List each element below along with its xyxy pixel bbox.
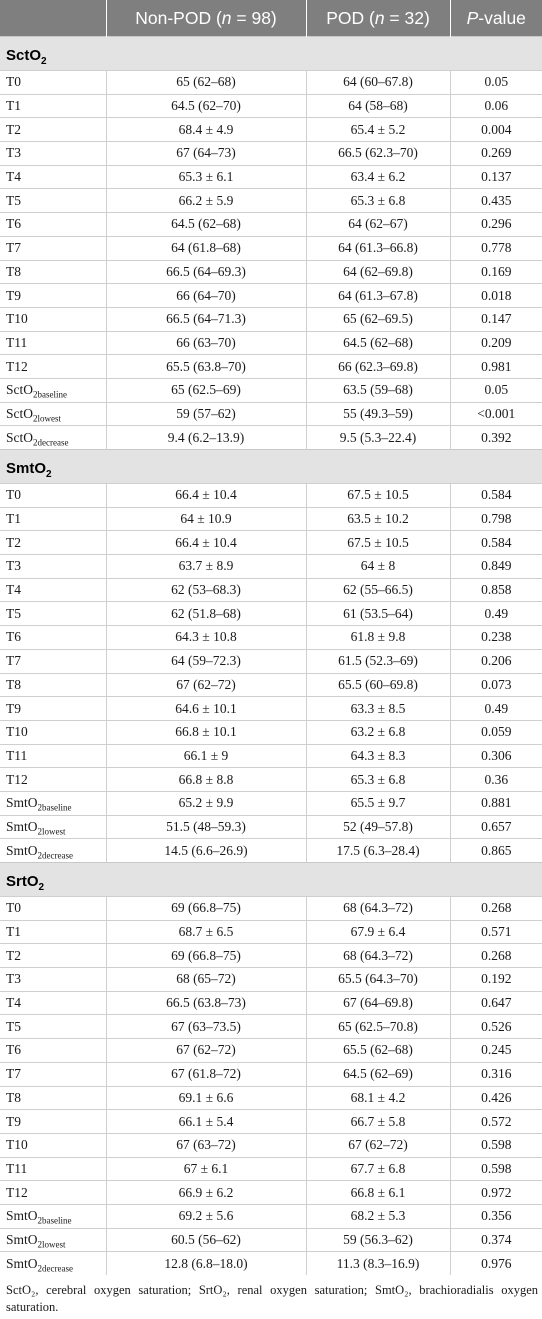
pod-value: 64 (58–68) (306, 94, 450, 118)
row-label: T3 (0, 142, 106, 166)
table-row (0, 744, 542, 768)
table-row (0, 71, 542, 95)
p-value: 0.306 (450, 744, 542, 768)
pod-value: 64.5 (62–69) (306, 1062, 450, 1086)
pod-value: 63.5 ± 10.2 (306, 507, 450, 531)
pod-value: 65 (62.5–70.8) (306, 1015, 450, 1039)
p-value: 0.356 (450, 1204, 542, 1228)
non-pod-value: 64 ± 10.9 (106, 507, 306, 531)
non-pod-value: 67 (63–72) (106, 1133, 306, 1157)
p-value: 0.976 (450, 1252, 542, 1275)
row-label: T2 (0, 118, 106, 142)
table-row (0, 1133, 542, 1157)
p-value: 0.268 (450, 944, 542, 968)
table-footnote: SctO₂, cerebral oxygen saturation; SrtO₂, renal oxygen saturation; SmtO₂, brachioradialis oxygen saturation. (6, 1283, 538, 1314)
table-row (0, 578, 542, 602)
non-pod-value: 68 (65–72) (106, 968, 306, 992)
row-label: SmtO$_{2decrease}$ (0, 1252, 106, 1275)
pod-value: 67.9 ± 6.4 (306, 920, 450, 944)
row-label: T1 (0, 920, 106, 944)
row-label: T9 (0, 284, 106, 308)
pod-value: 64 (60–67.8) (306, 71, 450, 95)
row-label: T12 (0, 768, 106, 792)
section-title: SctO$_2$ (0, 37, 542, 71)
table-row (0, 768, 542, 792)
non-pod-value: 62 (51.8–68) (106, 602, 306, 626)
non-pod-value: 68.4 ± 4.9 (106, 118, 306, 142)
non-pod-value: 65.3 ± 6.1 (106, 165, 306, 189)
table-row (0, 1181, 542, 1205)
row-label: T4 (0, 578, 106, 602)
p-value: 0.268 (450, 897, 542, 921)
p-value: 0.137 (450, 165, 542, 189)
p-value: 0.49 (450, 602, 542, 626)
row-label: T9 (0, 1110, 106, 1134)
table-row (0, 236, 542, 260)
pod-value: 52 (49–57.8) (306, 815, 450, 839)
non-pod-value: 64 (61.8–68) (106, 236, 306, 260)
pod-value: 62 (55–66.5) (306, 578, 450, 602)
p-value: 0.018 (450, 284, 542, 308)
pod-value: 61 (53.5–64) (306, 602, 450, 626)
p-value: 0.192 (450, 968, 542, 992)
table-row (0, 507, 542, 531)
pod-value: 64.5 (62–68) (306, 331, 450, 355)
table-header (0, 0, 542, 37)
header-p-value: P-value (450, 0, 542, 37)
p-value: 0.05 (450, 378, 542, 402)
pod-value: 65.3 ± 6.8 (306, 768, 450, 792)
table-row (0, 189, 542, 213)
pod-value: 65.5 (64.3–70) (306, 968, 450, 992)
p-value: 0.206 (450, 649, 542, 673)
p-value: 0.849 (450, 555, 542, 579)
row-label: T0 (0, 484, 106, 508)
non-pod-value: 14.5 (6.6–26.9) (106, 839, 306, 863)
row-label: T10 (0, 1133, 106, 1157)
p-value: 0.435 (450, 189, 542, 213)
table-row (0, 1015, 542, 1039)
row-label: T1 (0, 507, 106, 531)
p-value: 0.147 (450, 307, 542, 331)
row-label: T10 (0, 307, 106, 331)
row-label: T3 (0, 555, 106, 579)
table-row (0, 897, 542, 921)
p-value: <0.001 (450, 402, 542, 426)
row-label: SctO$_{2lowest}$ (0, 402, 106, 426)
pod-value: 65.5 (62–68) (306, 1039, 450, 1063)
row-label: SmtO$_{2lowest}$ (0, 1228, 106, 1252)
non-pod-value: 69.1 ± 6.6 (106, 1086, 306, 1110)
row-label: T11 (0, 331, 106, 355)
section-header-row (0, 863, 542, 897)
non-pod-value: 63.7 ± 8.9 (106, 555, 306, 579)
non-pod-value: 66.9 ± 6.2 (106, 1181, 306, 1205)
non-pod-value: 66.1 ± 5.4 (106, 1110, 306, 1134)
pod-value: 68 (64.3–72) (306, 944, 450, 968)
pod-value: 65.5 ± 9.7 (306, 791, 450, 815)
pod-value: 11.3 (8.3–16.9) (306, 1252, 450, 1275)
row-label: SmtO$_{2decrease}$ (0, 839, 106, 863)
p-value: 0.245 (450, 1039, 542, 1063)
row-label: T9 (0, 697, 106, 721)
non-pod-value: 64.3 ± 10.8 (106, 626, 306, 650)
pod-value: 68.2 ± 5.3 (306, 1204, 450, 1228)
row-label: T0 (0, 71, 106, 95)
non-pod-value: 69 (66.8–75) (106, 944, 306, 968)
non-pod-value: 59 (57–62) (106, 402, 306, 426)
p-value: 0.426 (450, 1086, 542, 1110)
table-row (0, 1157, 542, 1181)
section-header-row (0, 450, 542, 484)
pod-value: 65.4 ± 5.2 (306, 118, 450, 142)
non-pod-value: 66.8 ± 8.8 (106, 768, 306, 792)
row-label: SmtO$_{2baseline}$ (0, 1204, 106, 1228)
table-row (0, 142, 542, 166)
table-row (0, 920, 542, 944)
non-pod-value: 66 (63–70) (106, 331, 306, 355)
row-label: T8 (0, 1086, 106, 1110)
table-row (0, 331, 542, 355)
non-pod-value: 67 (64–73) (106, 142, 306, 166)
non-pod-value: 65.2 ± 9.9 (106, 791, 306, 815)
non-pod-value: 66.5 (64–71.3) (106, 307, 306, 331)
p-value: 0.06 (450, 94, 542, 118)
row-label: T7 (0, 1062, 106, 1086)
p-value: 0.657 (450, 815, 542, 839)
non-pod-value: 62 (53–68.3) (106, 578, 306, 602)
pod-value: 67 (64–69.8) (306, 991, 450, 1015)
p-value: 0.374 (450, 1228, 542, 1252)
table-row (0, 165, 542, 189)
non-pod-value: 66.5 (63.8–73) (106, 991, 306, 1015)
table-row (0, 815, 542, 839)
row-label: SctO$_{2decrease}$ (0, 426, 106, 450)
section-header-row (0, 37, 542, 71)
non-pod-value: 9.4 (6.2–13.9) (106, 426, 306, 450)
table-row (0, 791, 542, 815)
pod-value: 66.5 (62.3–70) (306, 142, 450, 166)
p-value: 0.36 (450, 768, 542, 792)
p-value: 0.858 (450, 578, 542, 602)
table-row (0, 1086, 542, 1110)
non-pod-value: 69.2 ± 5.6 (106, 1204, 306, 1228)
p-value: 0.059 (450, 720, 542, 744)
table-row (0, 260, 542, 284)
pod-value: 63.3 ± 8.5 (306, 697, 450, 721)
pod-value: 64 (62–69.8) (306, 260, 450, 284)
p-value: 0.169 (450, 260, 542, 284)
row-label: T3 (0, 968, 106, 992)
pod-value: 66 (62.3–69.8) (306, 355, 450, 379)
pod-value: 64 ± 8 (306, 555, 450, 579)
table-row (0, 484, 542, 508)
pod-value: 66.8 ± 6.1 (306, 1181, 450, 1205)
table-row (0, 531, 542, 555)
row-label: T11 (0, 744, 106, 768)
table-row (0, 355, 542, 379)
table-row (0, 118, 542, 142)
p-value: 0.798 (450, 507, 542, 531)
table-row (0, 1204, 542, 1228)
row-label: T6 (0, 1039, 106, 1063)
non-pod-value: 66.2 ± 5.9 (106, 189, 306, 213)
table-row (0, 284, 542, 308)
pod-value: 67.5 ± 10.5 (306, 484, 450, 508)
non-pod-value: 66 (64–70) (106, 284, 306, 308)
non-pod-value: 67 (62–72) (106, 673, 306, 697)
header-non-pod: Non-POD (n = 98) (106, 0, 306, 37)
p-value: 0.572 (450, 1110, 542, 1134)
non-pod-value: 64.5 (62–70) (106, 94, 306, 118)
p-value: 0.238 (450, 626, 542, 650)
non-pod-value: 66.4 ± 10.4 (106, 484, 306, 508)
p-value: 0.571 (450, 920, 542, 944)
row-label: T5 (0, 1015, 106, 1039)
row-label: SmtO$_{2baseline}$ (0, 791, 106, 815)
pod-value: 64 (62–67) (306, 213, 450, 237)
row-label: T4 (0, 165, 106, 189)
row-label: T2 (0, 944, 106, 968)
table-row (0, 213, 542, 237)
non-pod-value: 64.6 ± 10.1 (106, 697, 306, 721)
table-row (0, 1110, 542, 1134)
p-value: 0.972 (450, 1181, 542, 1205)
table-row (0, 1228, 542, 1252)
row-label: T0 (0, 897, 106, 921)
table-row (0, 968, 542, 992)
pod-value: 65.3 ± 6.8 (306, 189, 450, 213)
p-value: 0.392 (450, 426, 542, 450)
pod-value: 67 (62–72) (306, 1133, 450, 1157)
p-value: 0.881 (450, 791, 542, 815)
pod-value: 67.5 ± 10.5 (306, 531, 450, 555)
row-label: T8 (0, 260, 106, 284)
table-row (0, 991, 542, 1015)
table-row (0, 307, 542, 331)
p-value: 0.269 (450, 142, 542, 166)
p-value: 0.647 (450, 991, 542, 1015)
p-value: 0.209 (450, 331, 542, 355)
table-row (0, 378, 542, 402)
row-label: T10 (0, 720, 106, 744)
row-label: T8 (0, 673, 106, 697)
pod-value: 64 (61.3–67.8) (306, 284, 450, 308)
p-value: 0.526 (450, 1015, 542, 1039)
p-value: 0.49 (450, 697, 542, 721)
non-pod-value: 66.5 (64–69.3) (106, 260, 306, 284)
p-value: 0.004 (450, 118, 542, 142)
non-pod-value: 66.8 ± 10.1 (106, 720, 306, 744)
table-row (0, 673, 542, 697)
row-label: T5 (0, 602, 106, 626)
table-row (0, 1252, 542, 1275)
pod-value: 9.5 (5.3–22.4) (306, 426, 450, 450)
table-row (0, 1039, 542, 1063)
non-pod-value: 65.5 (63.8–70) (106, 355, 306, 379)
pod-value: 66.7 ± 5.8 (306, 1110, 450, 1134)
p-value: 0.981 (450, 355, 542, 379)
non-pod-value: 60.5 (56–62) (106, 1228, 306, 1252)
p-value: 0.598 (450, 1133, 542, 1157)
non-pod-value: 67 (62–72) (106, 1039, 306, 1063)
row-label: T6 (0, 213, 106, 237)
non-pod-value: 67 ± 6.1 (106, 1157, 306, 1181)
p-value: 0.598 (450, 1157, 542, 1181)
pod-value: 17.5 (6.3–28.4) (306, 839, 450, 863)
non-pod-value: 67 (63–73.5) (106, 1015, 306, 1039)
p-value: 0.584 (450, 531, 542, 555)
non-pod-value: 67 (61.8–72) (106, 1062, 306, 1086)
header-empty (0, 0, 106, 37)
table-row (0, 402, 542, 426)
section-title: SrtO$_2$ (0, 863, 542, 897)
non-pod-value: 65 (62.5–69) (106, 378, 306, 402)
non-pod-value: 66.1 ± 9 (106, 744, 306, 768)
row-label: T7 (0, 236, 106, 260)
row-label: T2 (0, 531, 106, 555)
table-row (0, 94, 542, 118)
pod-value: 64.3 ± 8.3 (306, 744, 450, 768)
table-row (0, 626, 542, 650)
non-pod-value: 64.5 (62–68) (106, 213, 306, 237)
header-pod: POD (n = 32) (306, 0, 450, 37)
row-label: T5 (0, 189, 106, 213)
row-label: T7 (0, 649, 106, 673)
table-row (0, 649, 542, 673)
table-row (0, 555, 542, 579)
non-pod-value: 69 (66.8–75) (106, 897, 306, 921)
p-value: 0.073 (450, 673, 542, 697)
non-pod-value: 51.5 (48–59.3) (106, 815, 306, 839)
p-value: 0.865 (450, 839, 542, 863)
row-label: T4 (0, 991, 106, 1015)
non-pod-value: 12.8 (6.8–18.0) (106, 1252, 306, 1275)
row-label: SmtO$_{2lowest}$ (0, 815, 106, 839)
table-row (0, 720, 542, 744)
table-body (0, 37, 542, 1276)
row-label: SctO$_{2baseline}$ (0, 378, 106, 402)
table-row (0, 426, 542, 450)
pod-value: 63.4 ± 6.2 (306, 165, 450, 189)
section-title: SmtO$_2$ (0, 450, 542, 484)
p-value: 0.316 (450, 1062, 542, 1086)
table-row (0, 697, 542, 721)
pod-value: 55 (49.3–59) (306, 402, 450, 426)
row-label: T6 (0, 626, 106, 650)
table-row (0, 602, 542, 626)
p-value: 0.296 (450, 213, 542, 237)
row-label: T1 (0, 94, 106, 118)
pod-value: 63.2 ± 6.8 (306, 720, 450, 744)
p-value: 0.584 (450, 484, 542, 508)
pod-value: 65 (62–69.5) (306, 307, 450, 331)
pod-value: 59 (56.3–62) (306, 1228, 450, 1252)
table-row (0, 1062, 542, 1086)
pod-value: 61.8 ± 9.8 (306, 626, 450, 650)
table-row (0, 839, 542, 863)
pod-value: 68.1 ± 4.2 (306, 1086, 450, 1110)
p-value: 0.05 (450, 71, 542, 95)
row-label: T11 (0, 1157, 106, 1181)
pod-value: 65.5 (60–69.8) (306, 673, 450, 697)
non-pod-value: 64 (59–72.3) (106, 649, 306, 673)
pod-value: 61.5 (52.3–69) (306, 649, 450, 673)
row-label: T12 (0, 1181, 106, 1205)
non-pod-value: 68.7 ± 6.5 (106, 920, 306, 944)
non-pod-value: 66.4 ± 10.4 (106, 531, 306, 555)
pod-value: 68 (64.3–72) (306, 897, 450, 921)
pod-value: 63.5 (59–68) (306, 378, 450, 402)
table-row (0, 944, 542, 968)
p-value: 0.778 (450, 236, 542, 260)
pod-value: 67.7 ± 6.8 (306, 1157, 450, 1181)
pod-value: 64 (61.3–66.8) (306, 236, 450, 260)
row-label: T12 (0, 355, 106, 379)
non-pod-value: 65 (62–68) (106, 71, 306, 95)
